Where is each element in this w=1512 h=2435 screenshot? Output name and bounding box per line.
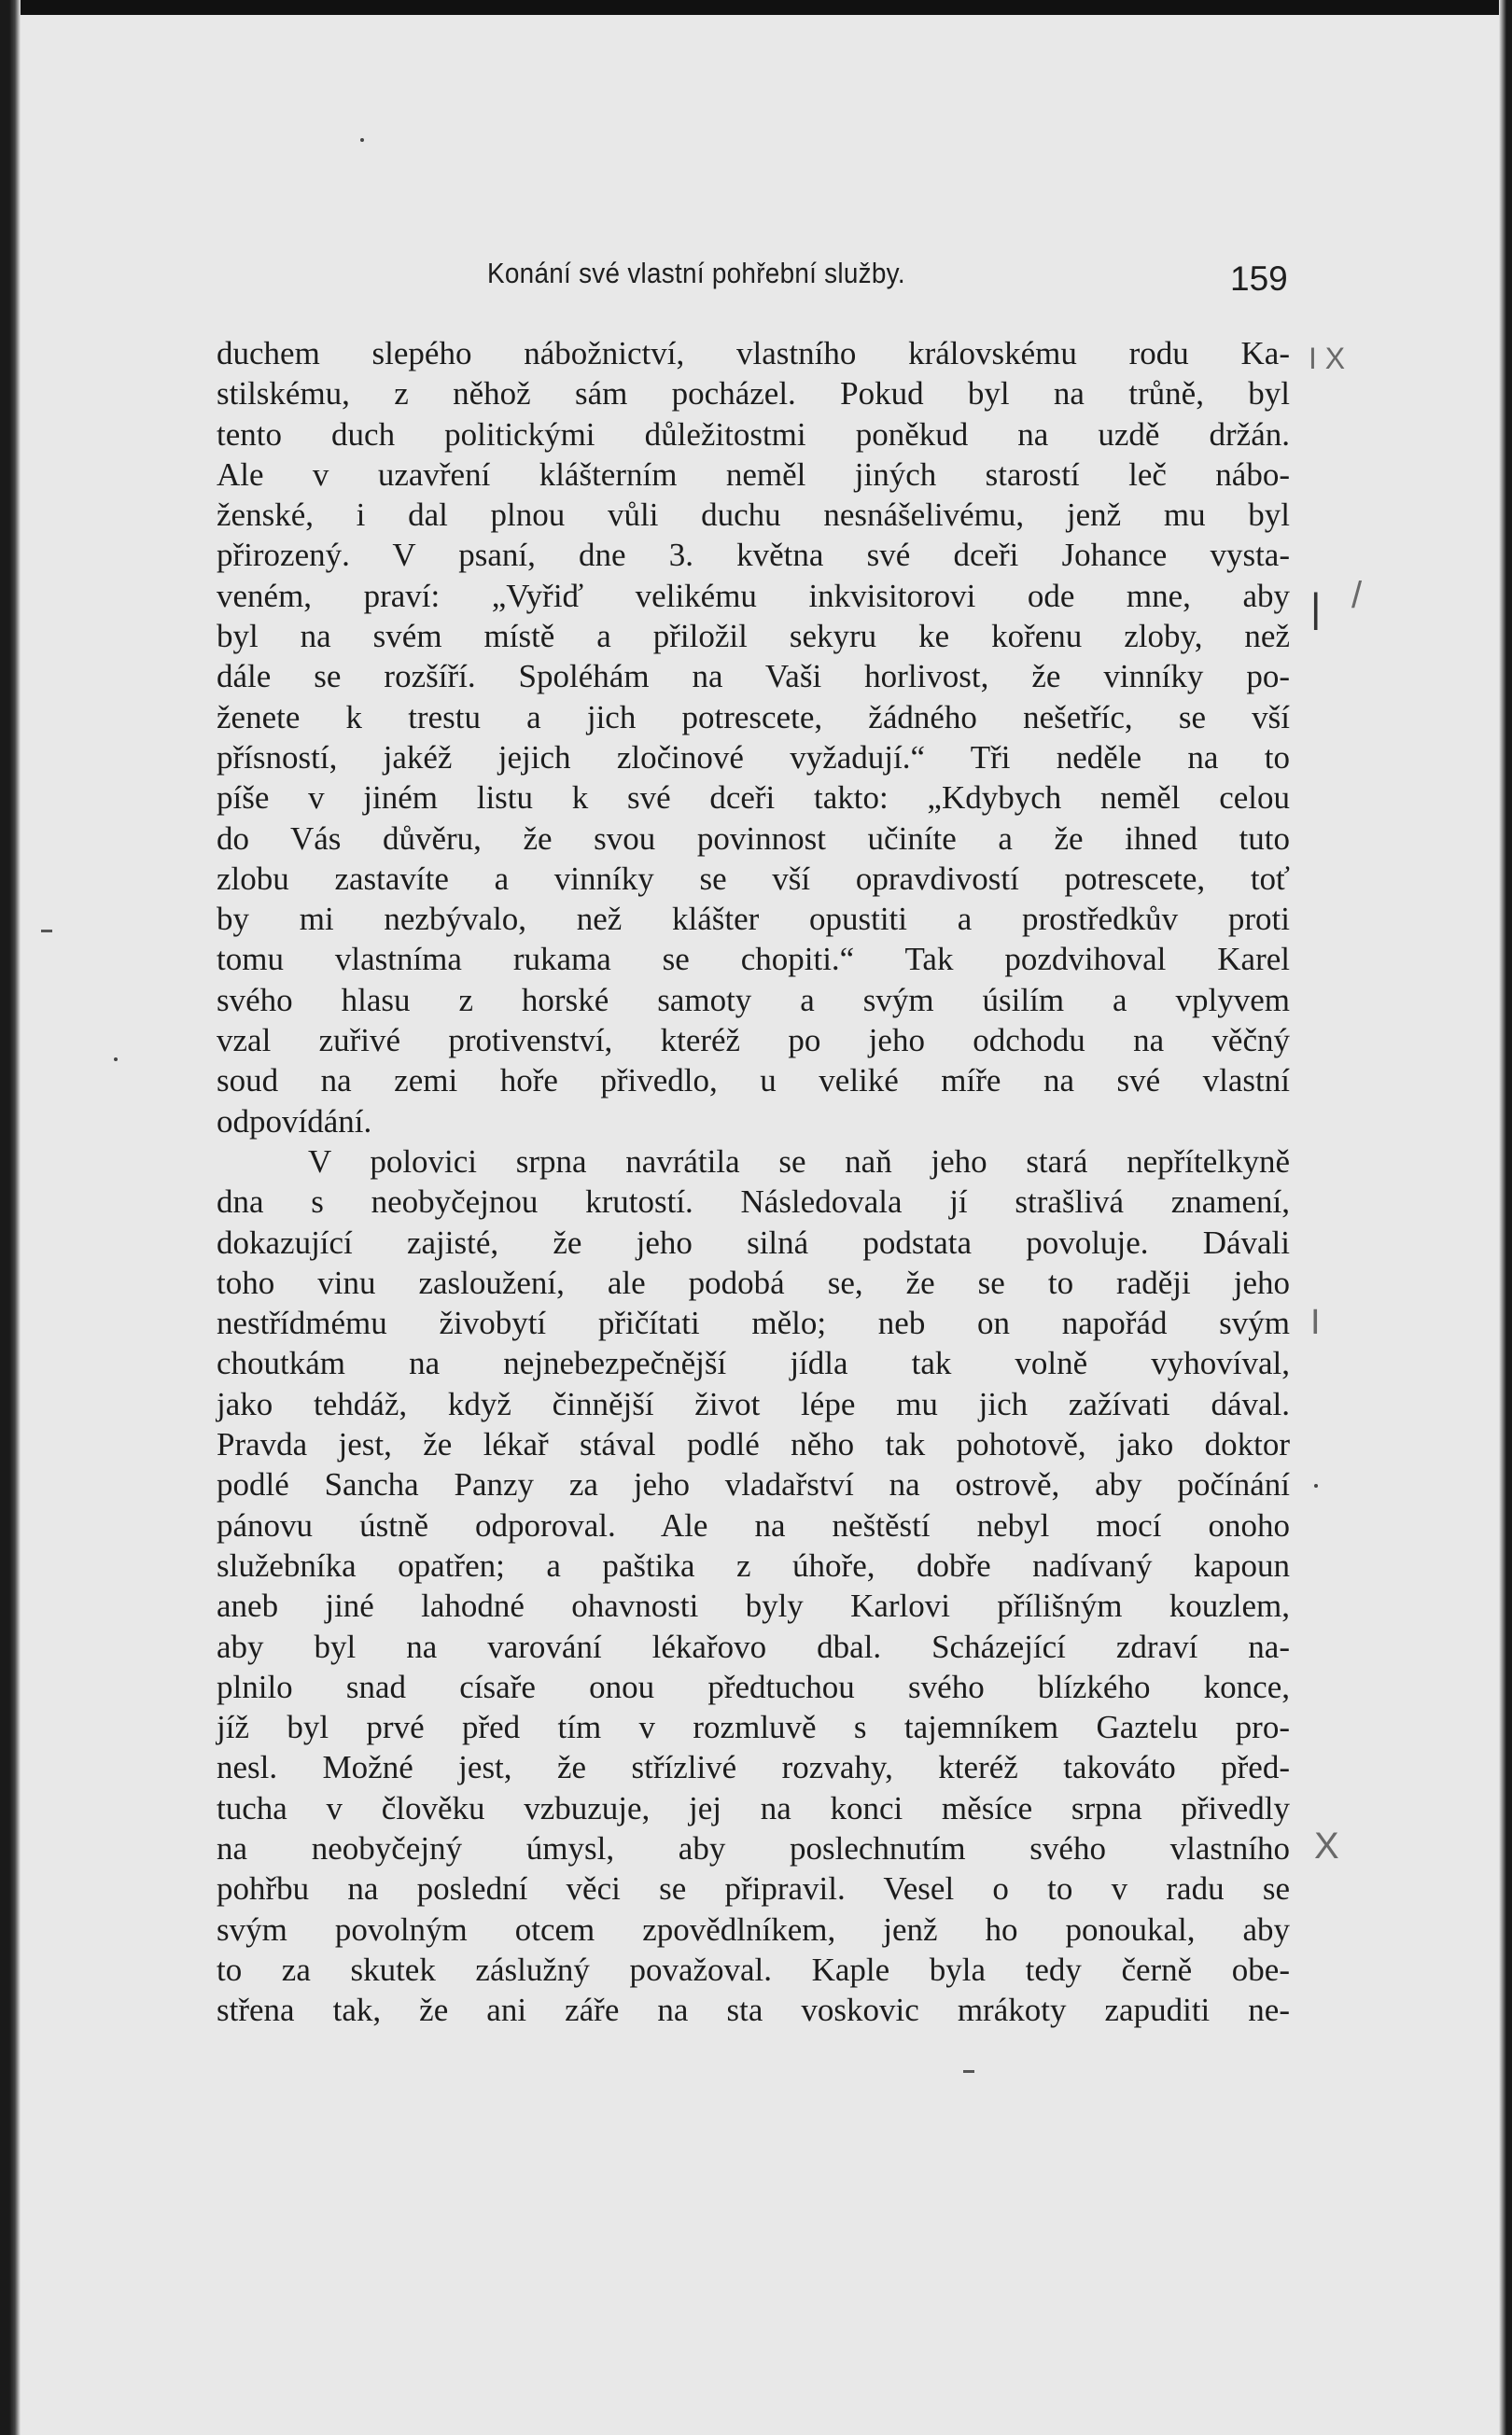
text-line: soud na zemi hoře přivedlo, u veliké míře na své vlastní — [217, 1062, 1290, 1099]
text-line: V polovici srpna navrátila se naň jeho stará nepřítelkyně — [308, 1142, 1290, 1180]
speck — [963, 2070, 974, 2073]
text-line: veném, praví: „Vyřiď velikému inkvisitorovi ode mne, aby — [217, 577, 1290, 614]
text-line: nestřídmému živobytí přičítati mělo; neb on napořád svým — [217, 1305, 1290, 1342]
text-line: by mi nezbývalo, než klášter opustiti a prostředkův proti — [217, 901, 1290, 938]
text-line: ženete k trestu a jich potrescete, žádného nešetříc, se vší — [217, 698, 1290, 735]
text-line: ženské, i dal plnou vůli duchu nesnášelivému, jenž mu byl — [217, 497, 1290, 534]
text-line: plnilo snad císaře onou předtuchou svého blízkého konce, — [217, 1668, 1290, 1705]
text-line: Pravda jest, že lékař stával podlé něho tak pohotově, jako doktor — [217, 1426, 1290, 1463]
text-line: zlobu zastavíte a vinníky se vší opravdivostí potrescete, toť — [217, 860, 1290, 897]
margin-annotation: I — [1310, 1303, 1321, 1342]
text-line: jíž byl prvé před tím v rozmluvě s tajemníkem Gaztelu pro- — [217, 1709, 1290, 1746]
text-line: toho vinu zasloužení, ale podobá se, že se to raději jeho — [217, 1264, 1290, 1301]
text-line: dále se rozšíří. Spoléhám na Vaši horlivost, že vinníky po- — [217, 658, 1290, 695]
speck — [360, 138, 364, 142]
margin-annotation: / — [1351, 575, 1363, 616]
text-line: byl na svém místě a přiložil sekyru ke kořenu zloby, než — [217, 618, 1290, 655]
page-number: 159 — [1230, 259, 1288, 298]
text-line: služebníka opatřen; a paštika z úhoře, dobře nadívaný kapoun — [217, 1546, 1290, 1584]
body-text — [217, 333, 1290, 2030]
text-line: přísností, jakéž jejich zločinové vyžadují.“ Tři neděle na to — [217, 738, 1290, 776]
text-line: tomu vlastníma rukama se chopiti.“ Tak pozdvihoval Karel — [217, 941, 1290, 978]
text-line: píše v jiném listu k své dceři takto: „Kdybych neměl celou — [217, 779, 1290, 817]
text-line: tucha v člověku vzbuzuje, jej na konci měsíce srpna přivedly — [217, 1789, 1290, 1826]
running-title: Konání své vlastní pohřební služby. — [487, 257, 905, 289]
text-line: na neobyčejný úmysl, aby poslechnutím svého vlastního — [217, 1829, 1290, 1867]
text-line: to za skutek záslužný považoval. Kaple byla tedy černě obe- — [217, 1951, 1290, 1988]
text-line: odpovídání. — [217, 1102, 372, 1140]
text-line: do Vás důvěru, že svou povinnost učiníte a že ihned tuto — [217, 819, 1290, 857]
text-line: nesl. Možné jest, že střízlivé rozvahy, kteréž takováto před- — [217, 1749, 1290, 1786]
paragraph-1 — [217, 333, 1290, 1141]
text-line: vzal zuřivé protivenství, kteréž po jeho odchodu na věčný — [217, 1022, 1290, 1059]
speck — [1314, 1484, 1318, 1488]
paragraph-2 — [217, 1141, 1290, 2031]
text-line: stilskému, z něhož sám pocházel. Pokud byl na trůně, byl — [217, 375, 1290, 413]
text-line: dna s neobyčejnou krutostí. Následovala jí strašlivá znamení, — [217, 1183, 1290, 1221]
text-line: pohřbu na poslední věci se připravil. Vesel o to v radu se — [217, 1870, 1290, 1908]
text-line: choutkám na nejnebezpečnější jídla tak volně vyhovíval, — [217, 1345, 1290, 1382]
text-line: podlé Sancha Panzy za jeho vladařství na ostrově, aby počínání — [217, 1466, 1290, 1504]
text-line: dokazující zajisté, že jeho silná podstata povoluje. Dávali — [217, 1224, 1290, 1261]
margin-annotation: I X — [1309, 342, 1346, 375]
text-line: svého hlasu z horské samoty a svým úsilím a vplyvem — [217, 981, 1290, 1018]
text-line: aneb jiné lahodné ohavnosti byly Karlovi přílišným kouzlem, — [217, 1588, 1290, 1625]
text-line: jako tehdáž, když činnější život lépe mu jich zažívati dával. — [217, 1385, 1290, 1422]
text-line: střena tak, že ani záře na sta voskovic mrákoty zapuditi ne- — [217, 1992, 1290, 2029]
margin-annotation: X — [1314, 1826, 1339, 1867]
text-line: tento duch politickými důležitostmi poněkud na uzdě držán. — [217, 415, 1290, 453]
text-line: Ale v uzavření klášterním neměl jiných starostí leč nábo- — [217, 455, 1290, 493]
margin-annotation: | — [1310, 585, 1322, 631]
speck — [114, 1057, 118, 1061]
text-line: aby byl na varování lékařovo dbal. Scházející zdraví na- — [217, 1628, 1290, 1665]
speck — [41, 930, 52, 932]
text-line: svým povolným otcem zpovědlníkem, jenž ho ponoukal, aby — [217, 1910, 1290, 1948]
text-line: duchem slepého nábožnictví, vlastního královskému rodu Ka- — [217, 335, 1290, 371]
text-line: přirozený. V psaní, dne 3. května své dceři Johance vysta- — [217, 537, 1290, 574]
text-line: pánovu ústně odporoval. Ale na neštěstí nebyl mocí onoho — [217, 1506, 1290, 1544]
